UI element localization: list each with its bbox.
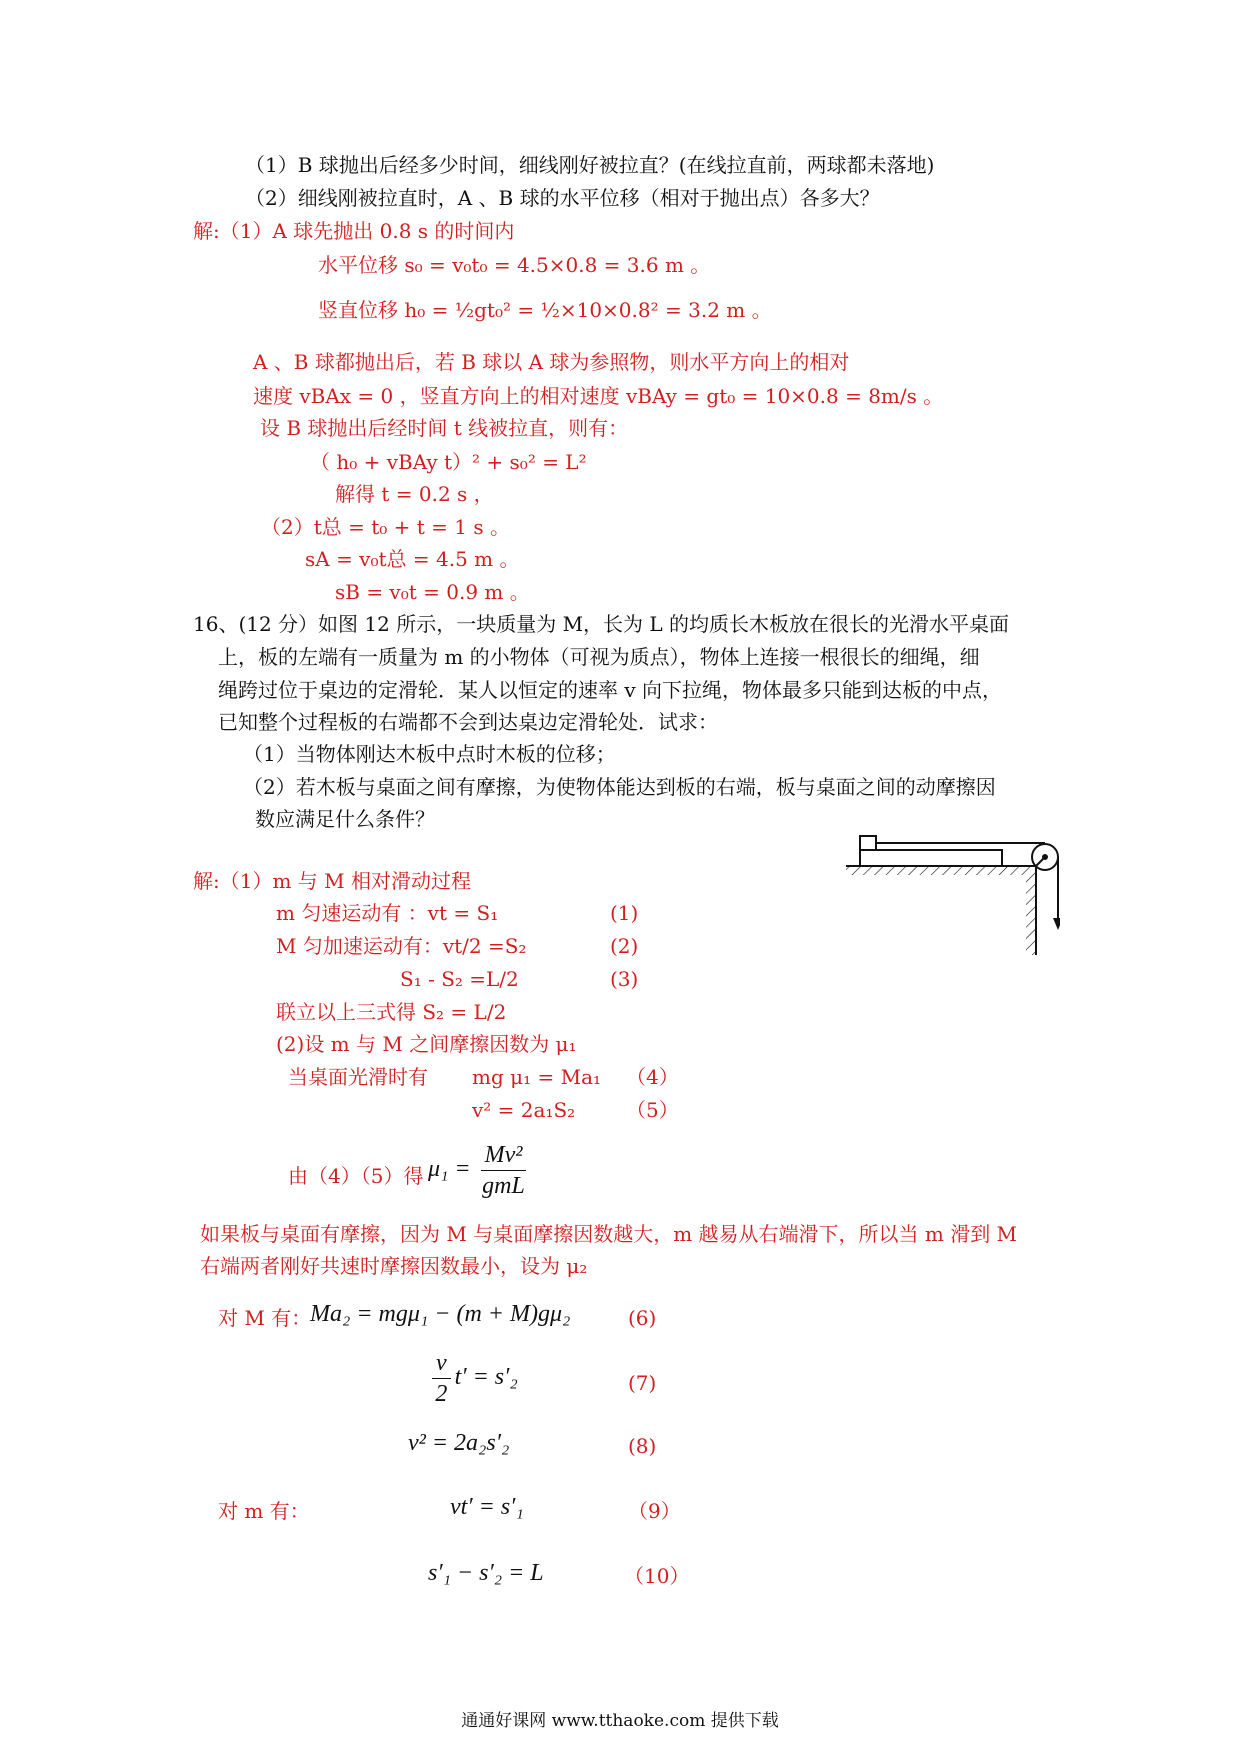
equation-number-4: （4） [626,1065,679,1089]
problem16-line6: （2）若木板与桌面之间有摩擦，为使物体能达到板的右端，板与桌面之间的动摩擦因 [243,775,996,799]
solution15-line9: （2）t总 = t₀ + t = 1 s 。 [261,515,510,539]
problem16-line4: 已知整个过程板的右端都不会到达桌边定滑轮处．试求： [218,710,718,734]
equation-number-5: （5） [626,1098,679,1122]
solution16-line2: m 匀速运动有 ：vt = S₁ [276,901,499,925]
for-M-label: 对 M 有： [218,1306,312,1330]
equation-8: v² = 2a₂s′₂ [408,1430,510,1456]
solution15-line4: A 、B 球都抛出后，若 B 球以 A 球为参照物，则水平方向上的相对 [253,350,850,374]
equation-7-fraction [432,1348,451,1409]
equation-number-9: （9） [628,1499,681,1523]
solution16-line6: (2)设 m 与 M 之间摩擦因数为 μ₁ [276,1032,577,1056]
solution16-line3: M 匀加速运动有：vt/2 =S₂ [276,934,527,958]
solution15-line2: 水平位移 s₀ = v₀t₀ = 4.5×0.8 = 3.6 m 。 [318,253,711,277]
solution15-line6: 设 B 球抛出后经时间 t 线被拉直，则有： [260,416,629,440]
solution16-line5: 联立以上三式得 S₂ = L/2 [276,1000,507,1024]
equation-10: s′₁ − s′₂ = L [428,1560,544,1586]
equation-number-2: (2) [610,934,639,958]
formula-mu1 [428,1140,530,1201]
solution15-line1: 解:（1）A 球先抛出 0.8 s 的时间内 [193,219,515,243]
problem15-question1: （1）B 球抛出后经多少时间，细线刚好被拉直？(在线拉直前，两球都未落地) [245,153,935,177]
problem16-line5: （1）当物体刚达木板中点时木板的位移； [243,742,616,766]
solution15-line11: sB = v₀t = 0.9 m 。 [335,580,530,604]
solution16-line7: 当桌面光滑时有 [288,1065,428,1089]
equation-9: vt′ = s′₁ [450,1494,524,1520]
formula-mu1-numerator: Mv² [481,1140,527,1171]
equation-6: Ma₂ = mgμ₁ − (m + M)gμ₂ [310,1301,571,1327]
problem15-question2: （2）细线刚被拉直时，A 、B 球的水平位移（相对于抛出点）各多大？ [245,186,880,210]
formula-mu1-fraction [481,1140,527,1201]
equation-number-7: (7) [628,1371,657,1395]
solution16-line1: 解:（1）m 与 M 相对滑动过程 [193,869,471,893]
solution15-line8: 解得 t = 0.2 s ， [335,482,494,506]
solution16-line4: S₁ - S₂ =L/2 [400,967,519,991]
solution16-line7-eq: mg μ₁ = Ma₁ [472,1065,602,1089]
solution15-line5: 速度 vBAx = 0 ，竖直方向上的相对速度 vBAy = gt₀ = 10×0.8 = 8m/s 。 [253,384,944,408]
problem16-line1: 16、(12 分）如图 12 所示，一块质量为 M，长为 L 的均质长木板放在很长的光滑水平桌面 [193,612,1010,636]
problem16-line3: 绳跨过位于桌边的定滑轮．某人以恒定的速率 v 向下拉绳，物体最多只能到达板的中点， [218,678,1003,702]
solution16-line9: 由（4）（5）得 [288,1164,424,1188]
problem16-line7: 数应满足什么条件？ [255,807,435,831]
formula-mu1-lhs: μ₁ = [428,1156,471,1183]
equation-7-rest: t′ = s′₂ [454,1364,518,1391]
equation-number-10: （10） [624,1564,690,1588]
solution16-line10: 如果板与桌面有摩擦，因为 M 与桌面摩擦因数越大，m 越易从右端滑下，所以当 m 滑到 M [200,1222,1018,1246]
solution15-line10: sA = v₀t总 = 4.5 m 。 [305,547,520,571]
equation-number-6: (6) [628,1306,657,1330]
formula-mu1-denominator: gmL [482,1173,525,1199]
equation-number-3: (3) [610,967,639,991]
equation-7 [432,1348,518,1409]
solution16-line8: v² = 2a₁S₂ [472,1098,576,1122]
figure-board-pulley [840,830,1060,960]
problem16-line2: 上，板的左端有一质量为 m 的小物体（可视为质点），物体上连接一根很长的细绳，细 [218,645,980,669]
for-m-label: 对 m 有： [218,1499,310,1523]
solution16-line11: 右端两者刚好共速时摩擦因数最小，设为 μ₂ [200,1254,588,1278]
equation-7-denominator: 2 [435,1381,448,1407]
solution15-line7: （ h₀ + vBAy t）² + s₀² = L² [310,450,587,474]
equation-number-8: (8) [628,1434,657,1458]
page-footer: 通通好课网 www.tthaoke.com 提供下载 [461,1711,779,1731]
equation-7-numerator: v [432,1348,451,1379]
solution15-line3: 竖直位移 h₀ = ½gt₀² = ½×10×0.8² = 3.2 m 。 [318,298,772,322]
equation-number-1: (1) [610,901,639,925]
